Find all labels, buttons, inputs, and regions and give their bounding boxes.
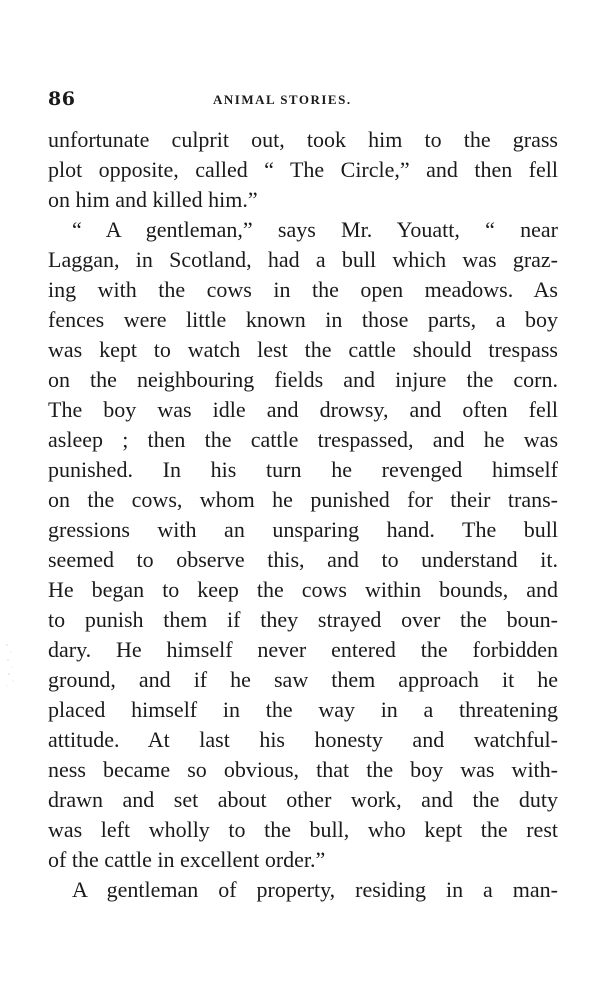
text-line: ing with the cows in the open meadows. As	[48, 277, 558, 302]
text-line: ness became so obvious, that the boy was with-	[48, 757, 558, 782]
text-line: attitude. At last his honesty and watchful-	[48, 727, 558, 752]
text-line: unfortunate culprit out, took him to the grass	[48, 127, 558, 152]
text-line: “ A gentleman,” says Mr. Youatt, “ near	[72, 217, 558, 242]
page-header	[48, 88, 558, 112]
text-line: The boy was idle and drowsy, and often fell	[48, 397, 558, 422]
text-line: to punish them if they strayed over the boun-	[48, 607, 558, 632]
text-line: of the cattle in excellent order.”	[48, 847, 326, 872]
text-line: seemed to observe this, and to understand it.	[48, 547, 558, 572]
text-line: gressions with an unsparing hand. The bull	[48, 517, 558, 542]
text-line: was left wholly to the bull, who kept the rest	[48, 817, 558, 842]
body-text	[48, 125, 558, 905]
text-line: ground, and if he saw them approach it he	[48, 667, 558, 692]
text-line: punished. In his turn he revenged himself	[48, 457, 558, 482]
text-line: A gentleman of property, residing in a man-	[72, 877, 558, 902]
text-line: on him and killed him.”	[48, 187, 258, 212]
text-line: on the cows, whom he punished for their trans-	[48, 487, 558, 512]
text-line: fences were little known in those parts, a boy	[48, 307, 558, 332]
text-line: placed himself in the way in a threatening	[48, 697, 558, 722]
text-line: plot opposite, called “ The Circle,” and then fell	[48, 157, 558, 182]
text-line: He began to keep the cows within bounds, and	[48, 577, 558, 602]
text-line: on the neighbouring fields and injure the corn.	[48, 367, 558, 392]
text-line: drawn and set about other work, and the duty	[48, 787, 558, 812]
text-line: dary. He himself never entered the forbidden	[48, 637, 558, 662]
page-number: 86	[48, 88, 76, 110]
text-line: asleep ; then the cattle trespassed, and he was	[48, 427, 558, 452]
text-line: was kept to watch lest the cattle should trespass	[48, 337, 558, 362]
running-head: ANIMAL STORIES.	[213, 92, 352, 107]
paper-speck-mark	[4, 640, 16, 690]
text-line: Laggan, in Scotland, had a bull which was graz-	[48, 247, 558, 272]
